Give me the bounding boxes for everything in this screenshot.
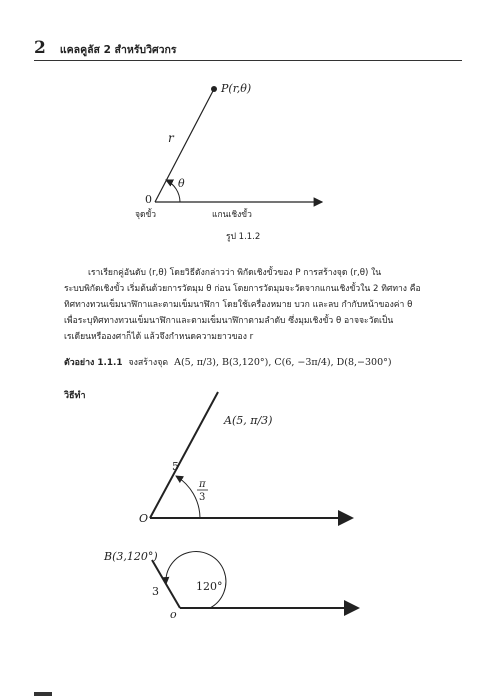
radius-label: 5 <box>172 460 179 473</box>
point-p <box>211 86 217 92</box>
pole-label: จุดขั้ว <box>135 210 157 220</box>
example-heading <box>64 355 392 369</box>
example-label: ตัวอย่าง 1.1.1 <box>64 358 123 368</box>
point-a-figure <box>0 390 495 530</box>
running-header <box>34 38 177 58</box>
paragraph-line: เพื่อระบุทิศทางทวนเข็มนาฬิกาและตามเข็มนาฬิกาตามลำดับ ซึ่งมุมเชิงขั้ว θ อาจจะวัดเป็น <box>64 316 394 326</box>
point-a-label: A(5, π/3) <box>224 414 273 427</box>
origin-label: 0 <box>145 193 152 206</box>
footer-mark <box>34 692 52 696</box>
angle-label: θ <box>178 177 185 190</box>
body-paragraph <box>64 265 460 345</box>
solution-label: วิธีทำ <box>64 391 86 401</box>
origin-label: O <box>139 512 149 525</box>
axis-label: แกนเชิงขั้ว <box>212 210 252 220</box>
origin-label: o <box>170 608 177 621</box>
point-b-figure <box>0 540 495 620</box>
figure-caption: รูป 1.1.2 <box>226 232 261 242</box>
point-b-label: B(3,120°) <box>104 550 158 563</box>
paragraph-line: ระบบพิกัดเชิงขั้ว เริ่มต้นด้วยการวัดมุม θ ก่อน โดยการวัดมุมจะวัดจากแกนเชิงขั้วใน 2 ทิศทาง คือ <box>64 284 421 294</box>
radius-segment <box>150 392 218 518</box>
radius-label: r <box>168 131 174 145</box>
point-p-label: P(r,θ) <box>221 82 252 95</box>
paragraph-line: ทิศทางทวนเข็มนาฬิกาและตามเข็มนาฬิกา โดยใช้เครื่องหมาย บวก และลบ กำกับหน้าของค่า θ <box>64 300 413 310</box>
angle-arc <box>176 476 200 518</box>
angle-denominator: 3 <box>199 492 206 503</box>
page-number: 2 <box>34 38 46 58</box>
angle-label: 120° <box>196 580 223 593</box>
radius-label: 3 <box>152 585 159 598</box>
paragraph-line: เราเรียกคู่อันดับ (r,θ) โดยวิธีดังกล่าวว่า พิกัดเชิงขั้วของ P การสร้างจุด (r,θ) ใน <box>88 268 382 278</box>
paragraph-line: เรเดียนหรือองศาก็ได้ แล้วจึงกำหนดความยาวของ r <box>64 332 254 342</box>
example-instruction: จงสร้างจุด <box>128 358 169 368</box>
book-title: แคลคูลัส 2 สำหรับวิศวกร <box>59 44 177 56</box>
example-points: A(5, π/3), B(3,120°), C(6, −3π/4), D(8,−300°) <box>174 356 392 368</box>
angle-numerator: π <box>199 479 206 490</box>
